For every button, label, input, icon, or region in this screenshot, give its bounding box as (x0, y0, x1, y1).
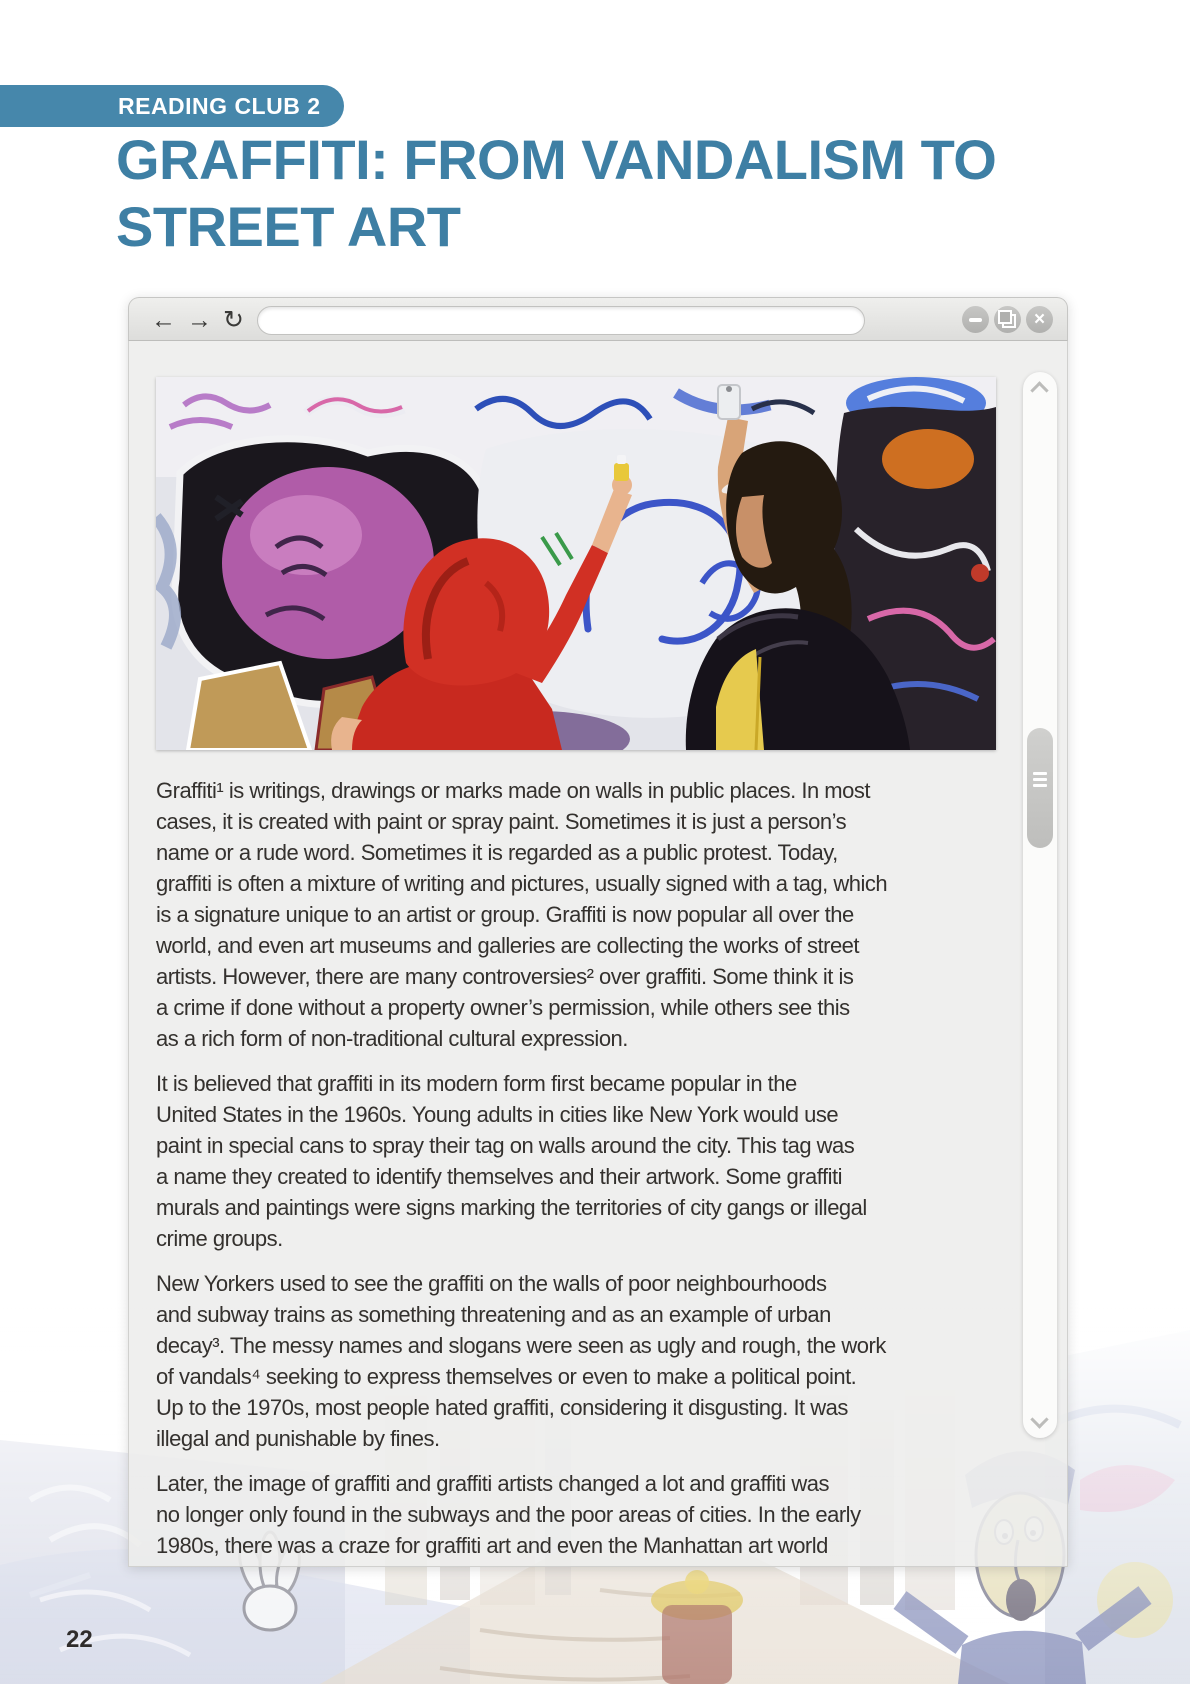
text-line: Later, the image of graffiti and graffiti artists changed a lot and graffiti was (156, 1471, 829, 1496)
text-line: crime groups. (156, 1226, 283, 1251)
minimize-button[interactable] (962, 306, 989, 333)
page-title-line1: GRAFFITI: FROM VANDALISM TO (116, 128, 997, 191)
restore-icon (1002, 314, 1016, 328)
paragraph (156, 775, 1016, 1054)
text-line: illegal and punishable by fines. (156, 1426, 440, 1451)
paragraph (156, 1468, 1016, 1561)
close-button[interactable] (1026, 306, 1053, 333)
text-line: graffiti is often a mixture of writing and pictures, usually signed with a tag, which (156, 871, 888, 896)
text-line: New Yorkers used to see the graffiti on the walls of poor neighbourhoods (156, 1271, 827, 1296)
text-line: name or a rude word. Sometimes it is regarded as a public protest. Today, (156, 840, 838, 865)
scrollbar-track[interactable] (1023, 372, 1057, 1438)
text-line: of vandals⁴ seeking to express themselves or even to make a political point. (156, 1364, 857, 1389)
window-controls (962, 306, 1053, 333)
text-line: no longer only found in the subways and the poor areas of cities. In the early (156, 1502, 861, 1527)
text-line: 1980s, there was a craze for graffiti art and even the Manhattan art world (156, 1533, 828, 1558)
scroll-down-icon[interactable] (1030, 1410, 1048, 1428)
page-number: 22 (66, 1626, 93, 1653)
paragraph (156, 1268, 1016, 1454)
text-line: paint in special cans to spray their tag on walls around the city. This tag was (156, 1133, 855, 1158)
text-line: and subway trains as something threatening and as an example of urban (156, 1302, 831, 1327)
address-bar-input[interactable] (257, 306, 865, 335)
text-line: decay³. The messy names and slogans were seen as ugly and rough, the work (156, 1333, 886, 1358)
reading-club-badge: READING CLUB 2 (0, 85, 344, 127)
text-line: a name they created to identify themselves and their artwork. Some graffiti (156, 1164, 843, 1189)
page-title-line2: STREET ART (116, 195, 461, 258)
article-text (156, 775, 1016, 1575)
text-line: Graffiti¹ is writings, drawings or marks made on walls in public places. In most (156, 778, 870, 803)
text-line: world, and even art museums and galleries are collecting the works of street (156, 933, 860, 958)
browser-window (128, 297, 1068, 1567)
text-line: is a signature unique to an artist or group. Graffiti is now popular all over the (156, 902, 854, 927)
minimize-icon (969, 318, 982, 322)
browser-content (128, 341, 1068, 1567)
scrollbar-thumb[interactable] (1027, 728, 1053, 848)
back-icon[interactable]: ← (151, 305, 176, 334)
browser-toolbar (128, 297, 1068, 341)
text-line: a crime if done without a property owner’s permission, while others see this (156, 995, 850, 1020)
page-title (116, 126, 996, 260)
paragraph (156, 1068, 1016, 1254)
text-line: murals and paintings were signs marking the territories of city gangs or illegal (156, 1195, 867, 1220)
text-line: United States in the 1960s. Young adults in cities like New York would use (156, 1102, 839, 1127)
graffiti-wall-photo (156, 377, 996, 750)
text-line: Up to the 1970s, most people hated graffiti, considering it disgusting. It was (156, 1395, 848, 1420)
text-line: artists. However, there are many controversies² over graffiti. Some think it is (156, 964, 854, 989)
text-line: as a rich form of non-traditional cultural expression. (156, 1026, 628, 1051)
refresh-icon[interactable]: ↻ (223, 306, 244, 334)
restore-button[interactable] (994, 306, 1021, 333)
close-icon: × (1033, 309, 1046, 330)
text-line: It is believed that graffiti in its modern form first became popular in the (156, 1071, 797, 1096)
scroll-up-icon[interactable] (1030, 381, 1048, 399)
text-line: cases, it is created with paint or spray paint. Sometimes it is just a person’s (156, 809, 847, 834)
browser-nav (151, 298, 244, 342)
forward-icon[interactable]: → (187, 305, 212, 334)
scrollbar-grip-icon (1033, 772, 1047, 787)
